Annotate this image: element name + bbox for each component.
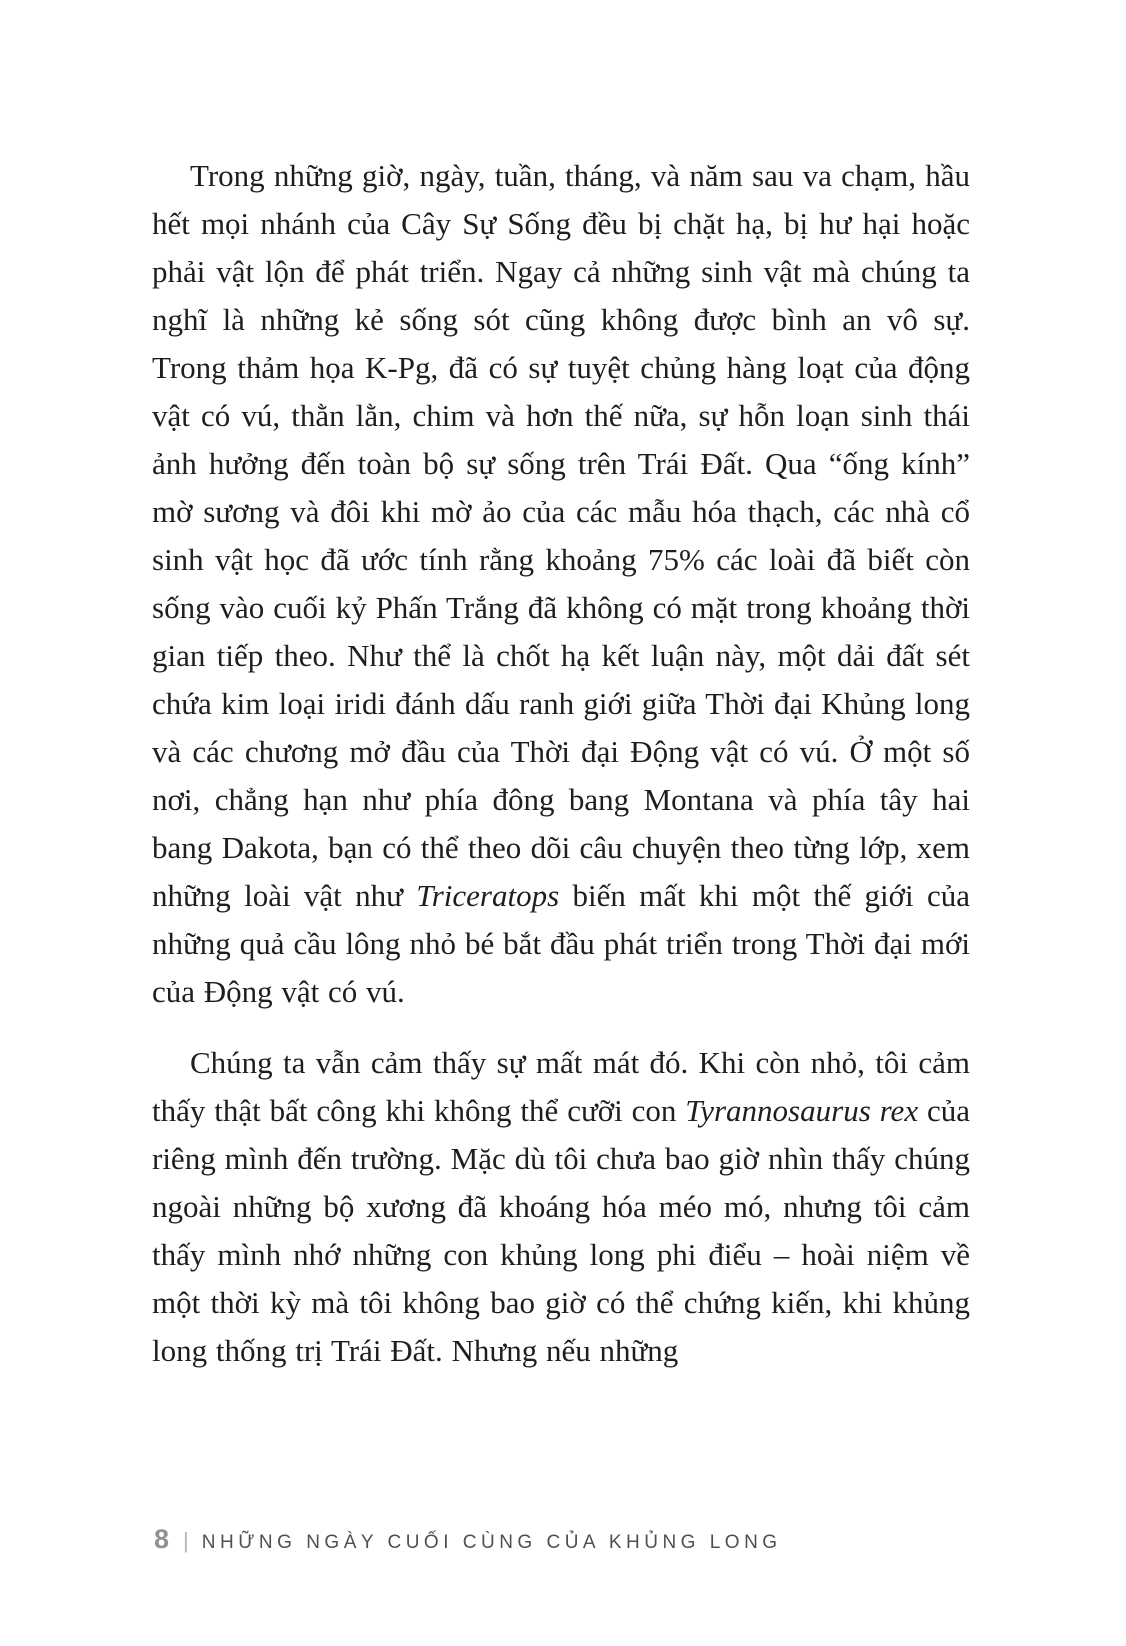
paragraph-1-text-continued: biến mất khi một thế giới của những quả cầu lông nhỏ bé bắt đầu phát triển trong Thời đại mới của Động vật có vú. <box>152 878 970 1009</box>
species-name-triceratops: Triceratops <box>416 878 560 913</box>
paragraph-1 <box>152 152 970 1016</box>
page-number: 8 <box>154 1524 170 1554</box>
page-text-block <box>152 152 970 1375</box>
paragraph-1-text: Trong những giờ, ngày, tuần, tháng, và năm sau va chạm, hầu hết mọi nhánh của Cây Sự Sống đều bị chặt hạ, bị hư hại hoặc phải vật lộn để phát triển. Ngay cả những sinh vật mà chúng ta nghĩ là những kẻ sống sót cũng không được bình an vô sự. Trong thảm họa K-Pg, đã có sự tuyệt chủng hàng loạt của động vật có vú, thằn lằn, chim và hơn thế nữa, sự hỗn loạn sinh thái ảnh hưởng đến toàn bộ sự sống trên Trái Đất. Qua “ống kính” mờ sương và đôi khi mờ ảo của các mẫu hóa thạch, các nhà cổ sinh vật học đã ước tính rằng khoảng 75% các loài đã biết còn sống vào cuối kỷ Phấn Trắng đã không có mặt trong khoảng thời gian tiếp theo. Như thể là chốt hạ kết luận này, một dải đất sét chứa kim loại iridi đánh dấu ranh giới giữa Thời đại Khủng long và các chương mở đầu của Thời đại Động vật có vú. Ở một số nơi, chẳng hạn như phía đông bang Montana và phía tây hai bang Dakota, bạn có thể theo dõi câu chuyện theo từng lớp, xem những loài vật như <box>152 158 970 913</box>
running-title: NHỮNG NGÀY CUỐI CÙNG CỦA KHỦNG LONG <box>201 1532 782 1553</box>
page-footer <box>154 1524 782 1555</box>
footer-separator: | <box>183 1528 189 1553</box>
paragraph-2-text-continued: của riêng mình đến trường. Mặc dù tôi chưa bao giờ nhìn thấy chúng ngoài những bộ xương đã khoáng hóa méo mó, nhưng tôi cảm thấy mình nhớ những con khủng long phi điểu – hoài niệm về một thời kỳ mà tôi không bao giờ có thể chứng kiến, khi khủng long thống trị Trái Đất. Nhưng nếu những <box>152 1093 970 1368</box>
paragraph-2 <box>152 1039 970 1375</box>
species-name-tyrannosaurus-rex: Tyrannosaurus rex <box>685 1093 919 1128</box>
paragraph-2-text: Chúng ta vẫn cảm thấy sự mất mát đó. Khi còn nhỏ, tôi cảm thấy thật bất công khi không thể cưỡi con <box>152 1045 970 1128</box>
